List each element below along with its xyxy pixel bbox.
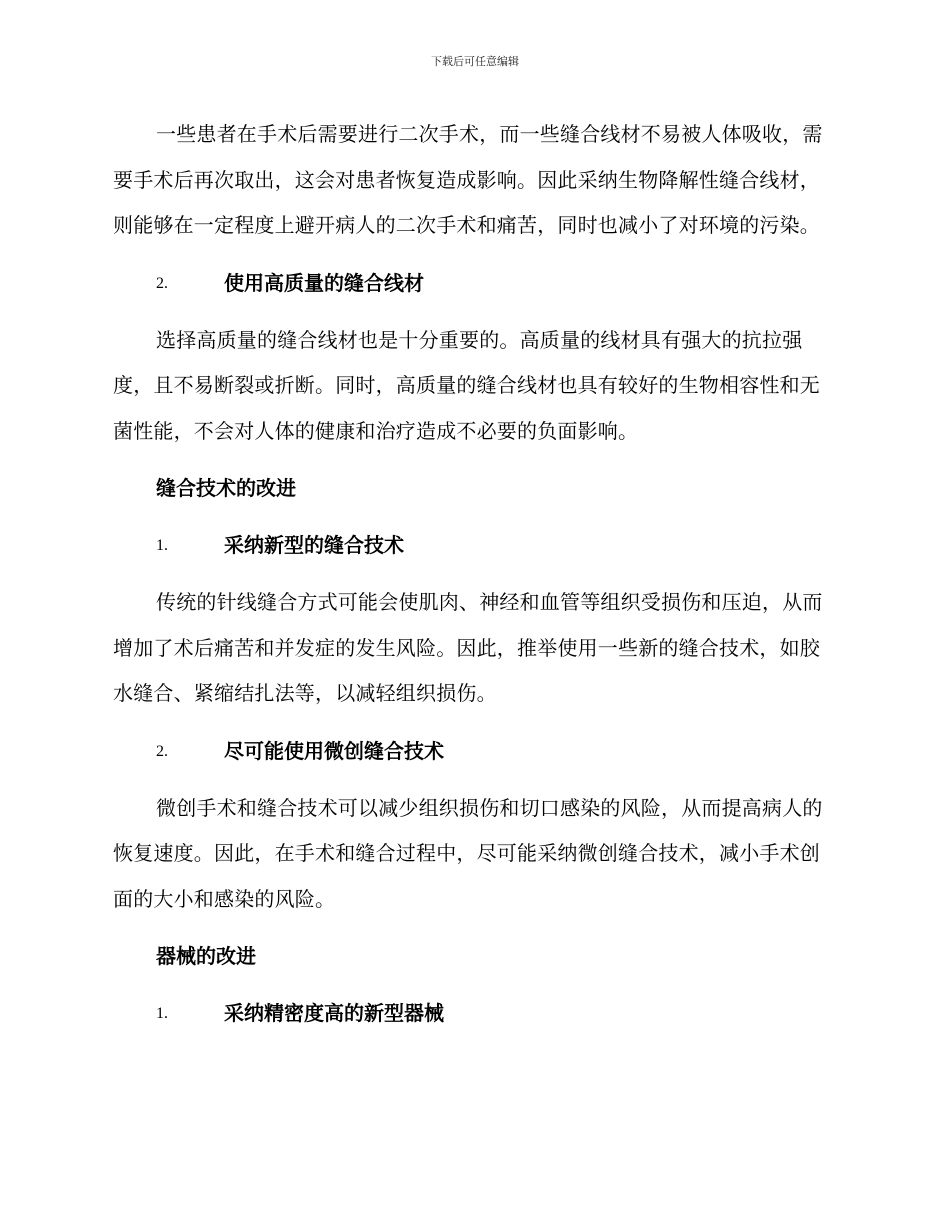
paragraph: 传统的针线缝合方式可能会使肌肉、神经和血管等组织受损伤和压迫，从而增加了术后痛苦和并发症的发生风险。因此，推举使用一些新的缝合技术，如胶水缝合、紧缩结扎法等，以减轻组织损伤。 [113,590,823,705]
document-body [113,112,837,1048]
page-header: 下载后可任意编辑 [431,55,519,68]
list-number: 2. [156,742,168,760]
paragraph: 一些患者在手术后需要进行二次手术，而一些缝合线材不易被人体吸收，需要手术后再次取出，这会对患者恢复造成影响。因此采纳生物降解性缝合线材，则能够在一定程度上避开病人的二次手术和痛苦，同时也减小了对环境的污染。 [113,122,823,237]
numbered-heading [113,261,837,306]
heading-text: 使用高质量的缝合线材 [224,270,424,295]
list-number: 1. [156,1005,168,1022]
paragraph: 选择高质量的缝合线材也是十分重要的。高质量的线材具有强大的抗拉强度，且不易断裂或折断。同时，高质量的缝合线材也具有较好的生物相容性和无菌性能，不会对人体的健康和治疗造成不必要的负面影响。 [113,327,820,443]
heading-text: 尽可能使用微创缝合技术 [224,738,444,763]
numbered-heading [113,523,837,568]
paragraph: 微创手术和缝合技术可以减少组织损伤和切口感染的风险，从而提高病人的恢复速度。因此，在手术和缝合过程中，尽可能采纳微创缝合技术，减小手术创面的大小和感染的风险。 [113,795,823,911]
numbered-heading [113,991,837,1036]
numbered-heading [113,729,837,774]
list-number: 1. [156,537,168,554]
section-heading: 器械的改进 [156,944,256,968]
section-heading: 缝合技术的改进 [156,476,296,500]
heading-text: 采纳精密度高的新型器械 [224,1001,444,1025]
list-number: 2. [156,274,168,292]
heading-text: 采纳新型的缝合技术 [224,533,404,557]
